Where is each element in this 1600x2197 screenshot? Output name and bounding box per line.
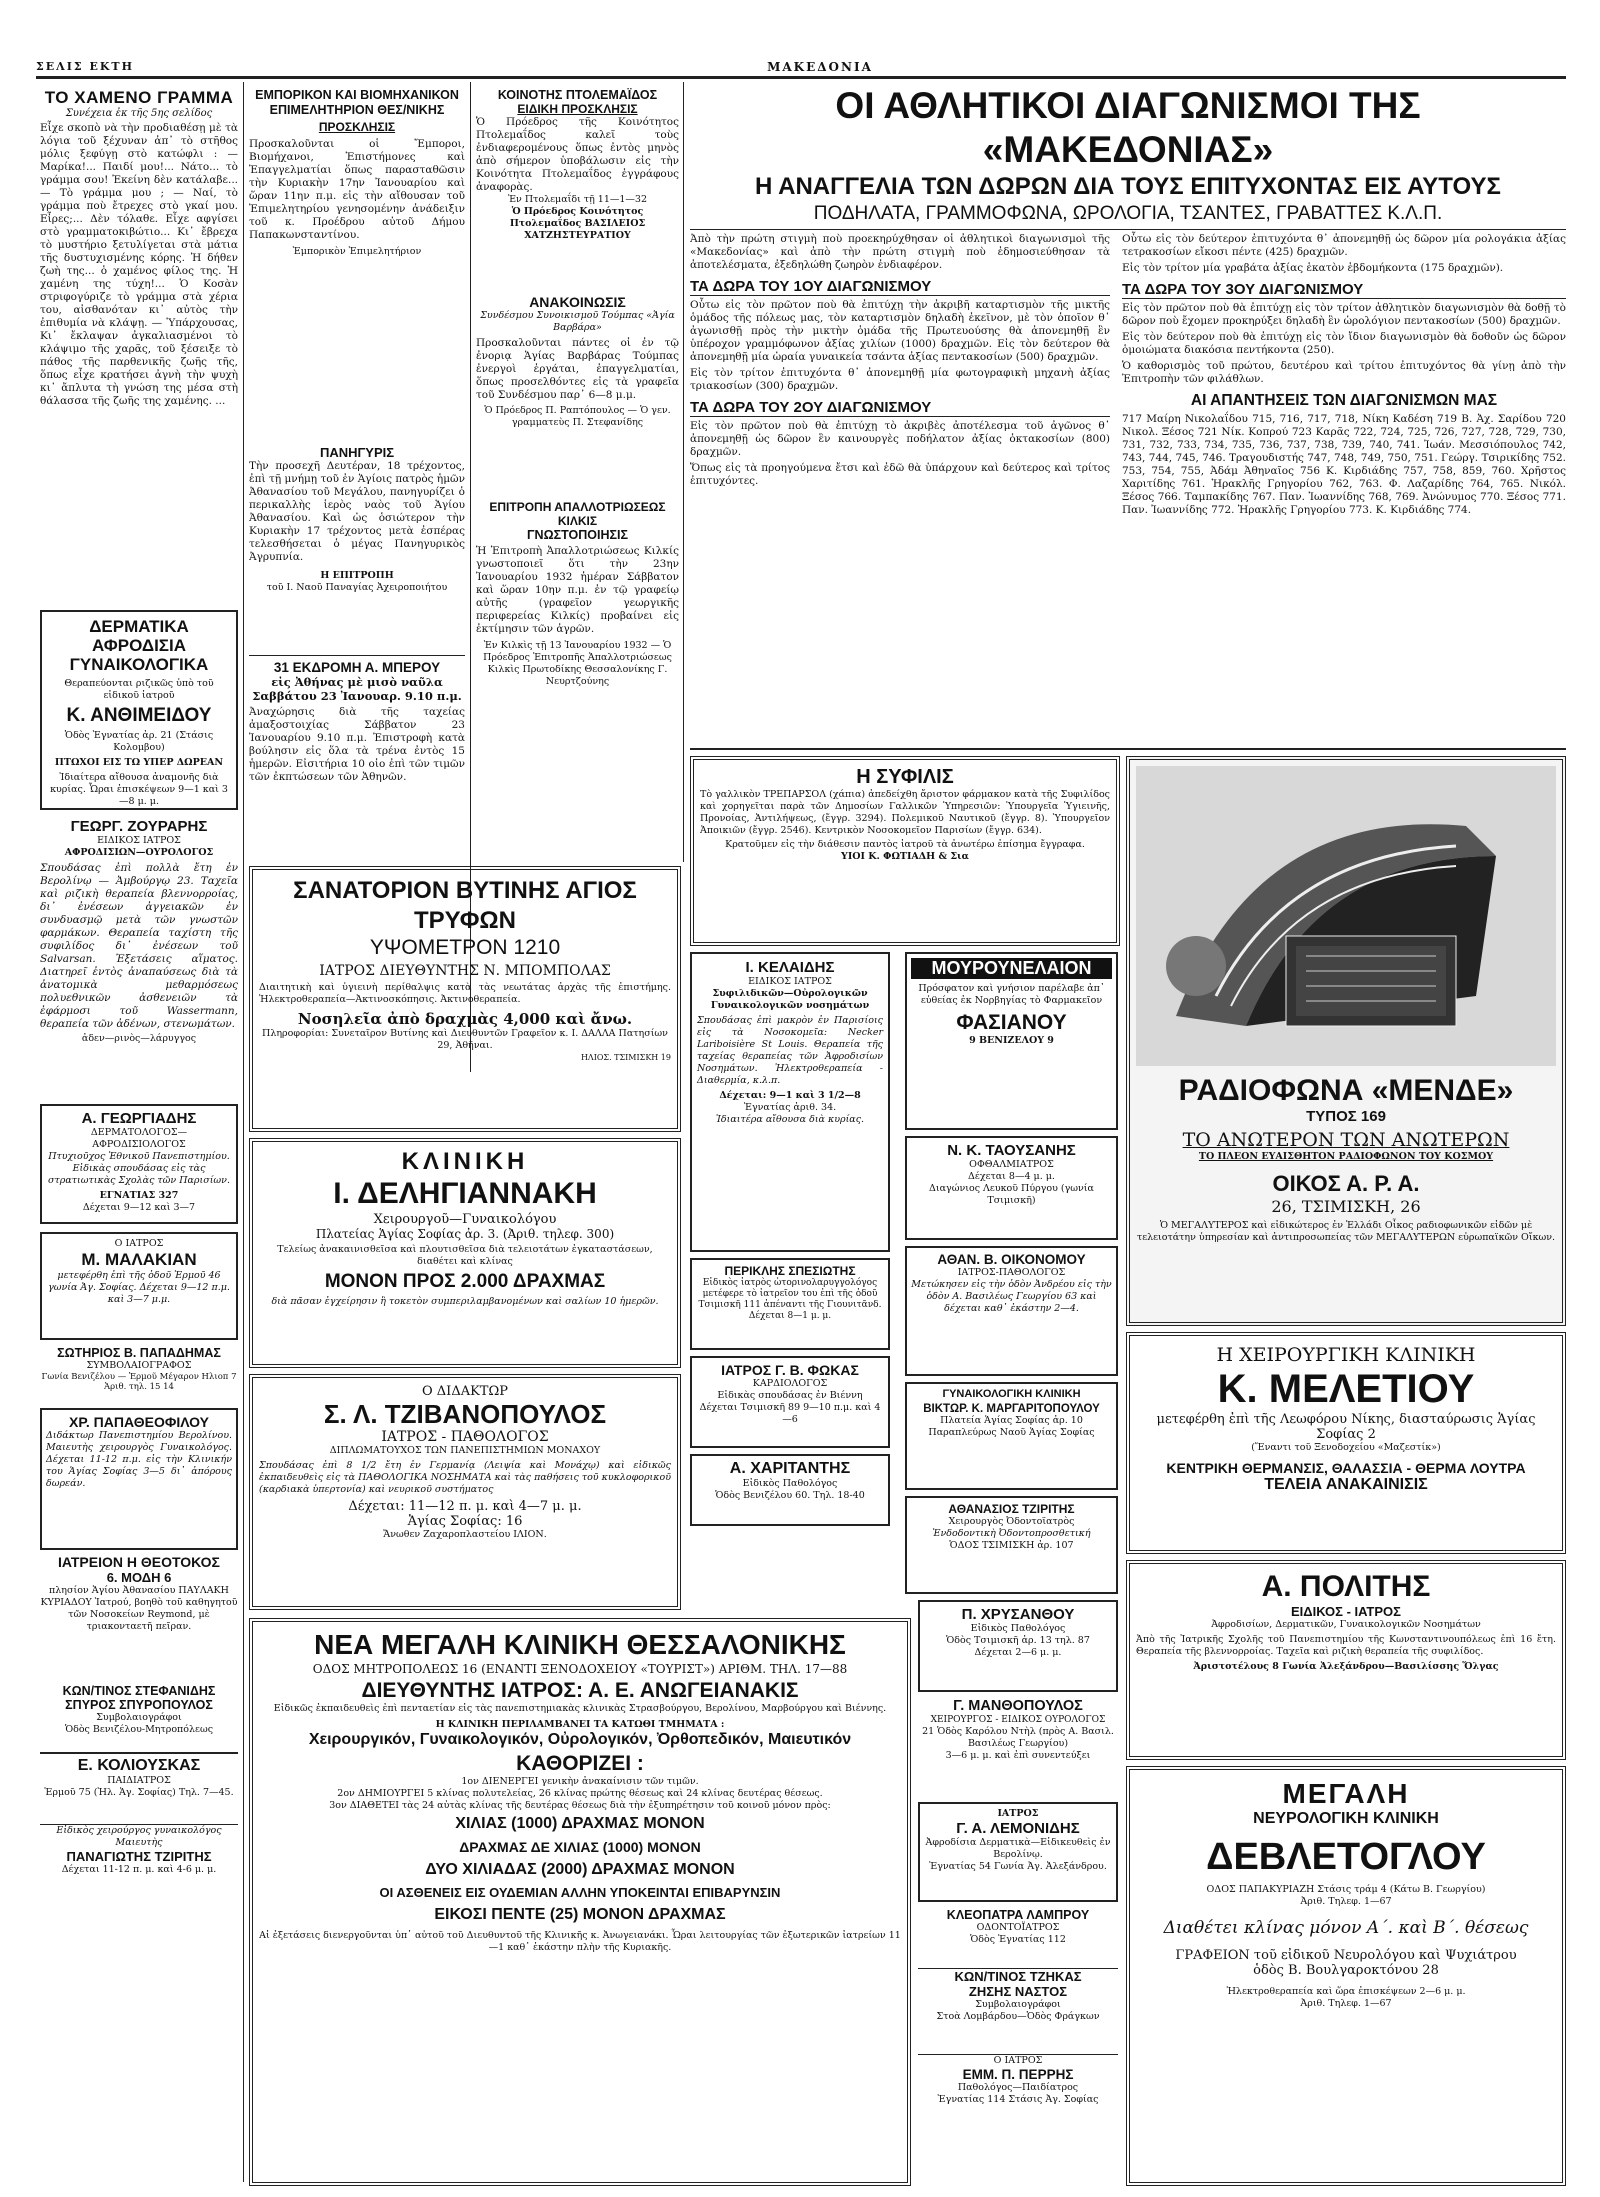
ad-address: Ὁδὸς Ἐγνατίας ἀρ. 21 (Στάσις Κολομβου) bbox=[64, 730, 214, 753]
ad-pharmacy-name: ΦΑΣΙΑΝΟΥ bbox=[956, 1011, 1067, 1034]
ad-subtitle: ΝΕΥΡΟΛΟΓΙΚΗ ΚΛΙΝΙΚΗ bbox=[1253, 1810, 1439, 1827]
ad-address: Ὁδὸς Βενιζέλου-Μητροπόλεως bbox=[64, 1724, 214, 1735]
section-heading: ΤΑ ΔΩΡΑ ΤΟΥ 1ΟΥ ΔΙΑΓΩΝΙΣΜΟΥ bbox=[690, 278, 1110, 296]
ad-devletoglou bbox=[1126, 1766, 1566, 2186]
notice-signature: τοῦ Ι. Ναοῦ Παναγίας Ἀχειροποιήτου bbox=[266, 582, 448, 593]
ad-oikonomou bbox=[905, 1246, 1118, 1376]
ad-address: Πλατείας Ἁγίας Σοφίας ἀρ. 3. (Ἀριθ. τηλεφ. 300) bbox=[315, 1227, 615, 1241]
ad-meletiou bbox=[1126, 1332, 1566, 1554]
ad-hours: Δέχεται: 9—1 καὶ 3 1/2—8 bbox=[719, 1090, 861, 1101]
ad-address: Ὁδὸς Βενιζέλου 60. Τηλ. 18-40 bbox=[715, 1490, 865, 1501]
ad-doctor-name: Α. ΓΕΩΡΓΙΑΔΗΣ bbox=[81, 1110, 197, 1127]
ad-title: ΣΑΝΑΤΟΡΙΟΝ ΒΥΤΙΝΗΣ ΑΓΙΟΣ ΤΡΥΦΩΝ bbox=[293, 877, 637, 934]
notice-body: Προσκαλοῦνται πάντες οἱ ἐν τῷ ἐνοριᾳ Ἁγίας Βαρβάρας Τούμπας ἐνεργοὶ ἐργάται, ἐπαγγελματίαι, ὅπως προσελθόντες εἰς τὰ γραφεῖα τοῦ Συνδέσμου παρ᾿ 6—8 μ.μ. bbox=[476, 337, 679, 401]
ad-name: ΖΗΣΗΣ ΝΑΣΤΟΣ bbox=[968, 1984, 1068, 1999]
ad-line: 2ον ΔΗΜΙΟΥΡΓΕΙ 5 κλίνας πολυτελείας, 26 κλίνας πρώτης θέσεως καὶ 24 κλίνας δευτέρας θέσεως. bbox=[337, 1788, 823, 1799]
ad-doctor-name: Μ. ΜΑΛΑΚΙΑΝ bbox=[81, 1250, 197, 1269]
feature-paragraph: Εἰς τὸν τρίτον μία γραβάτα ἀξίας ἑκατὸν ἑβδομήκοντα (175 δραχμῶν). bbox=[1122, 262, 1504, 274]
ad-doctor-name: ΑΘΑΝ. Β. ΟΙΚΟΝΟΜΟΥ bbox=[937, 1252, 1086, 1267]
ad-phone: Ἀριθ. Τηλεφ. 1—67 bbox=[1300, 1998, 1392, 2009]
notice-title: ΕΜΠΟΡΙΚΟΝ ΚΑΙ ΒΙΟΜΗΧΑΝΙΚΟΝ ΕΠΙΜΕΛΗΤΗΡΙΟΝ ΘΕΣ/ΝΙΚΗΣ bbox=[255, 88, 459, 117]
ad-doctor-name: Κ. ΑΝΘΙΜΕΙΔΟΥ bbox=[66, 705, 212, 726]
ad-address: Παραπλεύρως Ναοῦ Ἁγίας Σοφίας bbox=[928, 1427, 1095, 1438]
ad-subtitle: Θεραπεύονται ριζικῶς ὑπὸ τοῦ εἰδικοῦ ἰατροῦ bbox=[64, 678, 214, 701]
ad-tziritis bbox=[40, 1824, 238, 1894]
ad-lemonidis bbox=[918, 1802, 1118, 1902]
ad-body: μετεφέρθη ἐπὶ τῆς ὁδοῦ Ἐρμοῦ 46 γωνία Ἀγ. Σοφίας. Δέχεται 9—12 π.μ. καὶ 3—7 μ.μ. bbox=[48, 1270, 230, 1305]
ad-hours: Δέχεται Τσιμισκῆ 89 9—10 π.μ. καὶ 4—6 bbox=[699, 1402, 881, 1425]
ad-note: (Ἔναντι τοῦ Ξενοδοχείου «Μαζεστίκ») bbox=[1251, 1442, 1441, 1453]
ad-body: Πτυχιοῦχος Ἐθνικοῦ Πανεπιστημίου. Εἰδικὰς σπουδάσας εἰς τὰς στρατιωτικὰς Σχολὰς τῶν Παρισίων. bbox=[48, 1151, 230, 1186]
ad-doctor-name: ΠΕΡΙΚΛΗΣ ΣΠΕΣΙΩΤΗΣ bbox=[724, 1264, 856, 1278]
ad-title: ΜΟΥΡΟΥΝΕΛΑΙΟΝ bbox=[911, 958, 1112, 979]
ad-tags: ἀδεν—ρινὸς—λάρυγγος bbox=[81, 1033, 197, 1044]
column-rule bbox=[243, 82, 244, 2182]
ad-address: Ἀριστοτέλους 8 Γωνία Ἀλεξάνδρου—Βασιλίσσης Ὅλγας bbox=[1193, 1661, 1499, 1672]
ad-doctor-name: Α. ΧΑΡΙΤΑΝΤΗΣ bbox=[729, 1460, 851, 1477]
feature-right-col bbox=[1122, 233, 1566, 517]
ad-specialty: ΟΦΘΑΛΜΙΑΤΡΟΣ bbox=[969, 1159, 1054, 1170]
answers-list: 717 Μαίρη Νικολαΐδου 715, 716, 717, 718, Νίκη Καδέση 719 Β. Ἀχ. Σαρίδου 720 Νικολ. Ξέσος 721 Νίκ. Κοπρού 723 Καρᾶς 722, 724, 725, 726, 727, 728, 729, 730, 731, 732, 733, 734, 735, 736, 737, 738, 739, 740, 741. Ἰωάν. Μεσσιόπουλος 742, 743, 744, 745, 746. Τραγουδιστής 747, 748, 749, 750, 751. Γεώργ. Τσιρικίδης 752. 753, 754, 755, Ἀδάμ Ἀθηναῖος 756 Κ. Κιρδιάδης 757, 758, 859, 760. Χρῆστος Χαριτίδης 761. Ἡρακλῆς Γρηγορίου 762, 763. Φ. Λαζαρίδης 764, 765. Νικόλ. Ξέσος 766. Ταμπακίδης 767. Παν. Ἰωαννίδης 768, 769. Ἀνώνυμος 770. Ξέσος 771. Παν. Ἰωαννίδης 772. Ἡρακλῆς Γρηγορίου 773. Κ. Κιρδιάδης 774. bbox=[1122, 413, 1566, 516]
column-rule bbox=[683, 82, 684, 862]
ad-clinic-deligiannaki bbox=[249, 1138, 681, 1368]
ad-note: Κρατοῦμεν εἰς τὴν διάθεσιν παντὸς ἰατροῦ τὰ ἀνωτέρω ἐπίσημα ἔγγραφα. bbox=[725, 839, 1085, 850]
ad-address: Ἐγνατίας 54 Γωνία Ἀγ. Ἀλεξάνδρου. bbox=[929, 1861, 1107, 1872]
ad-altitude: ΥΨΟΜΕΤΡΟΝ 1210 bbox=[369, 936, 561, 959]
ad-address: ὁδὸς Β. Βουλγαροκτόνου 28 bbox=[1253, 1963, 1439, 1978]
notice-signature: Ὁ Πρόεδρος Π. Ραπτόπουλος — Ὁ γεν. γραμματεὺς Π. Στεφανίδης bbox=[484, 405, 671, 428]
ad-prefix: Ο ΙΑΤΡΟΣ bbox=[114, 1238, 164, 1249]
ad-office: ΓΡΑΦΕΙΟΝ τοῦ εἰδικοῦ Νευρολόγου καὶ Ψυχιάτρου bbox=[1175, 1948, 1517, 1963]
ad-prefix: Η ΧΕΙΡΟΥΡΓΙΚΗ ΚΛΙΝΙΚΗ bbox=[1216, 1344, 1476, 1366]
ad-theotokos bbox=[40, 1554, 238, 1680]
ad-politis bbox=[1126, 1560, 1566, 1760]
section-heading: ΑΙ ΑΠΑΝΤΗΣΕΙΣ ΤΩΝ ΔΙΑΓΩΝΙΣΜΩΝ ΜΑΣ bbox=[1190, 392, 1498, 409]
ad-charitantis bbox=[690, 1454, 890, 1526]
notice-signature: Ἐν Κιλκὶς τῇ 13 Ἰανουαρίου 1932 — Ὁ Πρόεδρος Ἐπιτροπῆς Ἀπαλλοτριώσεως Κιλκὶς Πρωτοδίκης Θεσσαλονίκης Γ. Νευρτζούνης bbox=[483, 640, 672, 687]
ad-price: ΔΡΑΧΜΑΣ ΔΕ ΧΙΛΙΑΣ (1000) ΜΟΝΟΝ bbox=[459, 1839, 701, 1855]
feature-paragraph: Εἰς τὸν δεύτερον ποὺ θὰ ἐπιτύχῃ εἰς τὸν ἴδιον διαγωνισμὸν θὰ δοθοῦν ὡς δῶρον ὁμοιώματα διακόσια πεντήκοντα (250). bbox=[1122, 331, 1566, 356]
ad-title: ΝΕΑ ΜΕΓΑΛΗ ΚΛΙΝΙΚΗ ΘΕΣΣΑΛΟΝΙΚΗΣ bbox=[314, 1629, 846, 1660]
ad-hours: Ἠλεκτροθεραπεία καὶ ὥρα ἐπισκέψεων 2—6 μ. μ. bbox=[1226, 1986, 1466, 1997]
ad-body: Ἀπὸ τῆς Ἰατρικῆς Σχολῆς τοῦ Πανεπιστημίου τῆς Κωνσταντινουπόλεως ἐπὶ 16 ἔτη. Θεραπεία τῆς βλεννορροίας. Ταχεῖα καὶ ριζικὴ θεραπεία τῆς συφιλίδος. bbox=[1136, 1634, 1556, 1657]
ad-lamprou bbox=[918, 1908, 1118, 1964]
ad-title: ΙΑΤΡΕΙΟΝ Η ΘΕΟΤΟΚΟΣ bbox=[58, 1554, 220, 1570]
ad-heading: ΚΑΘΟΡΙΖΕΙ : bbox=[516, 1752, 644, 1775]
ad-address: ΟΔΟΣ ΜΗΤΡΟΠΟΛΕΩΣ 16 (ΕΝΑΝΤΙ ΞΕΝΟΔΟΧΕΙΟΥ «ΤΟΥΡΙΣΤ») ΑΡΙΘΜ. ΤΗΛ. 17—88 bbox=[312, 1662, 848, 1676]
ad-body: Πρόσφατον καὶ γνήσιον παρέλαβε ἀπ᾿ εὐθείας ἐκ Νορβηγίας τὸ Φαρμακεῖον bbox=[918, 983, 1105, 1006]
ad-specialty: Παθολόγος—Παιδίατρος bbox=[957, 2082, 1079, 2093]
ad-doctor-name: ΓΕΩΡΓ. ΖΟΥΡΑΡΗΣ bbox=[70, 818, 208, 835]
ad-margaritopoulou bbox=[905, 1382, 1118, 1490]
ad-address: ὉΔΟΣ ΤΣΙΜΙΣΚΗ ἀρ. 107 bbox=[949, 1540, 1074, 1551]
ad-footer: Αἱ ἐξετάσεις διενεργοῦνται ὑπ᾿ αὐτοῦ τοῦ Διευθυντοῦ τῆς Κλινικῆς κ. Ἀνωγειανάκι. Ὧραι λειτουργίας τῶν ἐξωτερικῶν ἰατρείων 11—1 καθ᾿ ἑκάστην πλὴν τῆς Κυριακῆς. bbox=[259, 1930, 901, 1953]
notice-signature: Ἐμπορικὸν Ἐπιμελητήριον bbox=[292, 246, 422, 257]
ad-body: Ὁ ΜΕΓΑΛΥΤΕΡΟΣ καὶ εἰδικώτερος ἐν Ἑλλάδι Οἶκος ραδιοφωνικῶν εἰδῶν μὲ τελειοτάτην ὑπηρεσίαν καὶ ἀντιπροσωπείας τῶν ΜΕΓΑΛΥΤΕΡΩΝ εὐρωπαϊκῶν Οἴκων. bbox=[1136, 1220, 1556, 1243]
notice-title: ΑΝΑΚΟΙΝΩΣΙΣ bbox=[529, 294, 626, 310]
feature-paragraph: Οὗτω εἰς τὸν δεύτερον ἐπιτυχόντα θ᾿ ἀπονεμηθῇ ὡς δῶρον μία ρολογάκια ἀξίας τετρακοσίων εἴκοσι πέντε (425) δραχμῶν. bbox=[1122, 233, 1566, 258]
ad-name: ΣΠΥΡΟΣ ΣΠΥΡΟΠΟΥΛΟΣ bbox=[65, 1698, 213, 1712]
ad-specialty: ΕΙΔΙΚΟΣ - ΙΑΤΡΟΣ bbox=[1291, 1604, 1401, 1619]
ad-doctor-name: Α. ΠΟΛΙΤΗΣ bbox=[1261, 1570, 1431, 1603]
ad-address: Ὁδὸς Ἐγνατίας 112 bbox=[970, 1934, 1066, 1945]
ad-prefix: ΙΑΤΡΟΣ bbox=[997, 1808, 1039, 1819]
ad-tzikas bbox=[918, 1968, 1118, 2048]
ad-doctor-name: Ι. ΚΕΛΑΙΔΗΣ bbox=[745, 959, 835, 976]
ad-price: ΧΙΛΙΑΣ (1000) ΔΡΑΧΜΑΣ ΜΟΝΟΝ bbox=[455, 1815, 705, 1832]
ad-feature: ΤΕΛΕΙΑ ΑΝΑΚΑΙΝΙΣΙΣ bbox=[1264, 1476, 1428, 1493]
ad-zourarhs bbox=[40, 818, 238, 1098]
ad-body: Διδάκτωρ Πανεπιστημίου Βερολίνου. Μαιευτὴς χειρουργὸς Γυναικολόγος. Δέχεται 11-12 π.μ. εἰς τὴν Κλινικήν του Ἁγίας Σοφίας 3—5 δι᾿ ἀπόρους δωρεάν. bbox=[46, 1430, 232, 1489]
ad-specialty: ΙΑΤΡΟΣ - ΠΑΘΟΛΟΓΟΣ bbox=[381, 1429, 549, 1445]
notice-title: 31 ΕΚΔΡΟΜΗ Α. ΜΠΕΡΟΥ bbox=[273, 660, 441, 675]
notice-kilkis bbox=[476, 500, 679, 860]
notice-body: Τὴν προσεχῆ Δευτέραν, 18 τρέχοντος, ἐπὶ τῇ μνήμῃ τοῦ ἐν Ἁγίοις πατρὸς ἡμῶν Ἀθανασίου τοῦ Μεγάλου, πανηγυρίζει ὁ περικαλλὴς ἱερὸς ναὸς τοῦ Ἁγίου Ἀθανασίου. Καὶ ὡς ὁσιώτερον τὴν Κυριακὴν 17 τρέχοντος μετὰ ἐσπέρας τελεσθήσεται ὁ μέγας Πανηγυρικὸς Ἀγρυπνία. bbox=[249, 460, 465, 563]
notice-date: Ἐν Πτολεμαΐδι τῇ 11—1—32 bbox=[507, 194, 648, 205]
ad-address: 9 ΒΕΝΙΖΕΛΟΥ 9 bbox=[969, 1035, 1054, 1046]
notice-subtitle: ΓΝΩΣΤΟΠΟΙΗΣΙΣ bbox=[527, 528, 628, 542]
ad-hours: Δέχεται 2—6 μ. μ. bbox=[974, 1647, 1062, 1658]
ad-brand: ΡΑΔΙΟΦΩΝΑ «ΜΕΝΔΕ» bbox=[1178, 1074, 1514, 1107]
ad-fokas bbox=[690, 1356, 890, 1448]
ad-beds: Διαθέτει κλίνας μόνον Α΄. καὶ Β΄. θέσεως bbox=[1163, 1918, 1529, 1938]
ad-feature: ΚΕΝΤΡΙΚΗ ΘΕΡΜΑΝΣΙΣ, ΘΑΛΑΣΣΙΑ - ΘΕΡΜΑ ΛΟΥΤΡΑ bbox=[1166, 1460, 1526, 1476]
ad-address: Ἁγίας Σοφίας: 16 bbox=[407, 1514, 523, 1529]
ad-doctor-name: ΔΕΒΛΕΤΟΓΛΟΥ bbox=[1206, 1836, 1486, 1878]
ad-name: ΚΩΝ/ΤΙΝΟΣ ΣΤΕΦΑΝΙΔΗΣ bbox=[62, 1684, 216, 1698]
ad-specialty: Χειρουργὸς Ὀδοντοϊατρὸς bbox=[948, 1516, 1075, 1527]
ad-doctor-name: ΕΜΜ. Π. ΠΕΡΡΗΣ bbox=[962, 2067, 1074, 2082]
notice-ptolemaida bbox=[476, 88, 679, 288]
ad-specialty: Συφιλιδικῶν—Οὐρολογικῶν Γυναικολογικῶν νοσημάτων bbox=[710, 988, 870, 1011]
notice-title: ΕΠΙΤΡΟΠΗ ΑΠΑΛΛΟΤΡΙΩΣΕΩΣ ΚΙΛΚΙΣ bbox=[489, 500, 666, 528]
ad-body: μετεφέρθη ἐπὶ τῆς Λεωφόρου Νίκης, διασταύρωσις Ἁγίας Σοφίας 2 bbox=[1156, 1412, 1536, 1442]
ad-kelaidis bbox=[690, 952, 890, 1252]
ad-body: πλησίον Ἁγίου Ἀθανασίου ΠΑΥΛΑΚΗ ΚΥΡΙΑΔΟΥ Ἰατρού, βοηθὸ τοῦ καθηγητοῦ τῶν Νοσοκείων Reymond, μὲ τριακονταετῆ πεῖραν. bbox=[40, 1585, 238, 1632]
ad-body: Μετώκησεν εἰς τὴν ὁδὸν Ἀνδρέου εἰς τὴν ὁδὸν Α. Βασιλέως Γεωργίου 63 καὶ δέχεται καθ᾿ ἑκάστην 2—4. bbox=[911, 1279, 1112, 1314]
ad-dealer: ΟΙΚΟΣ Α. Ρ. Α. bbox=[1272, 1171, 1420, 1196]
ad-specialty: Χειρουργοῦ—Γυναικολόγου bbox=[373, 1212, 557, 1227]
feature-paragraph: Εἰς τὸν τρίτον ἐπιτυχόντα θ᾿ ἀπονεμηθῇ μία φωτογραφικὴ μηχανὴ ἀξίας τριακοσίων (300) δραχμῶν. bbox=[690, 367, 1110, 392]
notice-subtitle: ΕΙΔΙΚΗ ΠΡΟΣΚΛΗΣΙΣ bbox=[517, 102, 638, 116]
notice-feast bbox=[249, 445, 465, 645]
notice-body: Προσκαλοῦνται οἱ Ἔμποροι, Βιομήχανοι, Ἐπιστήμονες καὶ Ἐπαγγελματίαι ὅπως παρασταθῶσιν τὴν Κυριακὴν 17ην Ἰανουαρίου καὶ ὥραν 11ην π.μ. εἰς τὴν αἴθουσαν τοῦ Ἐπιμελητηρίου γενησομένην ἀνάδειξιν τοῦ κ. Προέδρου αὐτοῦ Δήμου Παπακωνσταντίνου. bbox=[249, 138, 465, 241]
story-subtitle: Συνέχεια ἐκ τῆς 5ης σελίδος bbox=[65, 108, 213, 119]
ad-body: Διαιτητικὴ καὶ ὑγιεινὴ περίθαλψις κατὰ τὰς νεωτάτας ἀρχὰς τῆς ἐπιστήμης. Ἠλεκτροθεραπεία—Ἀκτινοσκόπησις. Ἀκτινοθεραπεία. bbox=[259, 982, 671, 1005]
ad-manthopoulos bbox=[918, 1698, 1118, 1798]
ad-body: Εἰδικὸς ἰατρὸς ὠτορινολαρυγγολόγος μετέφερε τὸ ἰατρεῖον του ἐπὶ τῆς ὁδοῦ Τσιμισκῆ 111 ἀπέναντι τῆς Γιουνιτᾶνδ. Δέχεται 8—1 μ. μ. bbox=[698, 1278, 882, 1321]
notice-title: ΠΑΝΗΓΥΡΙΣ bbox=[319, 445, 395, 460]
radio-illustration bbox=[1136, 766, 1556, 1066]
feature-paragraph: Οὗτω εἰς τὸν πρῶτον ποὺ θὰ ἐπιτύχῃ τὴν ἀκριβῆ καταρτισμὸν τῆς μικτῆς ὁμάδος τῆς πόλεως μας, τὸν καταρτισμὸν δηλαδὴ ἐκεῖνον, μὲ τὸν ὁποῖον θ᾿ ἀγωνισθῇ πρὸς τὴν μικτὴν ὁμάδα τῆς Πρωτευούσης θὰ ἀπονεμηθῇ ἓν ὑπέροχον γραμμόφωνον ἀξίας χιλίων (1000) δραχμῶν. Εἰς τὸν δεύτερον θὰ ἀπονεμηθῇ μία ὡραία γυναικεία τσάντα ἀξίας πεντακοσίων (500) δραχμῶν. bbox=[690, 299, 1110, 363]
ad-body: Τὸ γαλλικὸν ΤΡΕΠΑΡΣΟΛ (χάπια) ἀπεδείχθη ἄριστον φάρμακον κατὰ τῆς Συφιλίδος καὶ χορηγεῖται παρὰ τῶν Δημοσίων Γαλλικῶν Ὑπηρεσιῶν: Ὑπουργεῖα Ὑγιεινῆς, Προνοίας, Ἀντιλήψεως, (ἔγγρ. 3294). Πολεμικοῦ Ναυτικοῦ (ἔγγρ. 8). Ὑπουργεῖον Ἀποικιῶν (ἔγγρ. 2546). Κεντρικὸν Νοσοκομεῖον Παρισίων (ἔγγρ. 634). bbox=[700, 789, 1110, 836]
ad-syphilis-treparsol bbox=[690, 756, 1120, 946]
ad-papadimas bbox=[40, 1346, 238, 1404]
ad-price: ΔΥΟ ΧΙΛΙΑΔΑΣ (2000) ΔΡΑΧΜΑΣ ΜΟΝΟΝ bbox=[425, 1861, 735, 1878]
ad-specialty: Εἰδικὸς Παθολόγος bbox=[970, 1623, 1066, 1634]
ad-specialty: ΧΕΙΡΟΥΡΓΟΣ - ΕΙΔΙΚΟΣ ΟΥΡΟΛΟΓΟΣ bbox=[930, 1715, 1106, 1725]
ad-mourounelaion bbox=[905, 952, 1118, 1130]
ad-body: Εἰδικῶς ἐκπαιδευθεὶς ἐπὶ πενταετίαν εἰς τὰς πανεπιστημιακὰς κλινικὰς Στρασβούργου, Βερολίνου, Μαρβούργου καὶ Βιέννης. bbox=[273, 1703, 887, 1714]
notice-chamber bbox=[249, 88, 465, 438]
ad-prefix: ΚΛΙΝΙΚΗ bbox=[401, 1148, 529, 1175]
ad-address: ΟΔΟΣ ΠΑΠΑΚΥΡΙΑΖΗ Στάσις τράμ 4 (Κάτω Β. Γεωργίου) bbox=[1206, 1884, 1486, 1895]
feature-paragraph: Ὅπως εἰς τὰ προηγούμενα ἔτσι καὶ ἐδῶ θὰ ὑπάρχουν καὶ δεύτερος καὶ τρίτος ἐπιτυχόντες. bbox=[690, 462, 1110, 487]
ad-name: ΚΩΝ/ΤΙΝΟΣ ΤΖΗΚΑΣ bbox=[954, 1969, 1082, 1984]
feature-subheadline: Η ΑΝΑΓΓΕΛΙΑ ΤΩΝ ΔΩΡΩΝ ΔΙΑ ΤΟΥΣ ΕΠΙΤΥΧΟΝΤΑΣ ΕΙΣ ΑΥΤΟΥΣ bbox=[755, 173, 1501, 200]
ad-address: Διαγώνιος Λευκοῦ Πύργου (γωνία Τσιμισκῆ) bbox=[929, 1183, 1094, 1206]
ad-doctor-name: Ι. ΔΕΛΗΓΙΑΝΝΑΚΗ bbox=[333, 1177, 597, 1210]
ad-tziritis-dentist bbox=[905, 1496, 1118, 1594]
notice-title: ΚΟΙΝΟΤΗΣ ΠΤΟΛΕΜΑΪΔΟΣ bbox=[497, 88, 658, 102]
ad-footer: ΗΛΙΟΣ. ΤΣΙΜΙΣΚΗ 19 bbox=[580, 1053, 671, 1062]
ad-model: ΤΥΠΟΣ 169 bbox=[1306, 1108, 1386, 1125]
feature-intro: Ἀπὸ τὴν πρώτη στιγμὴ ποὺ προεκηρύχθησαν οἱ ἀθλητικοὶ διαγωνισμοὶ τῆς «Μακεδονίας» καὶ ἀπὸ τὴν πρώτη στιγμὴ ποὺ ἐδημοσιεύθησαν τὰ ἀποτελέσματα, ἐξεδηλώθη ζωηρὸν ἐνδιαφέρον. bbox=[690, 233, 1110, 271]
ad-prefix: Ο ΙΑΤΡΟΣ bbox=[993, 2055, 1043, 2066]
ad-doctor-name: ΠΑΝΑΓΙΩΤΗΣ ΤΖΙΡΙΤΗΣ bbox=[66, 1849, 212, 1864]
ad-body: Εἰδικὰς σπουδάσας ἐν Βιέννη bbox=[717, 1390, 863, 1401]
feature-athletic-contests bbox=[690, 84, 1566, 744]
ad-specialty: ΑΦΡΟΔΙΣΙΩΝ—ΟΥΡΟΛΟΓΟΣ bbox=[64, 847, 214, 858]
ad-doctor-name: Κ. ΜΕΛΕΤΙΟΥ bbox=[1217, 1367, 1475, 1411]
ad-body: Σπουδάσας ἐπὶ μακρὸν ἐν Παρισίοις εἰς τὰ Νοσοκομεῖα: Necker Lariboisière St Louis. Θεραπεία τῆς ταχείας θεραπείας τῶν Ἀφροδισίων Νοσημάτων. Ἠλεκτροθεραπεία - Διαθερμία, κ.λ.π. bbox=[697, 1015, 883, 1086]
ad-address: Γωνία Βενιζέλου — Ἑρμοῦ Μέγαρον Ηλιοπ 7 Ἀριθ. τηλ. 15 14 bbox=[41, 1372, 237, 1392]
feature-paragraph: Εἰς τὸν πρῶτον ποὺ θὰ ἐπιτύχῃ εἰς τὸν τρίτον ἀθλητικὸν διαγωνισμὸν θὰ δοθῇ τὸ δῶρον ποὺ ἔχομεν προκηρύξει δηλαδὴ ἓν ὡρολόγιον πεντακοσίων (500) δραχμῶν. bbox=[1122, 302, 1566, 327]
ad-spesiotis bbox=[690, 1258, 890, 1350]
ad-specialty: Εἰδικὸς Παθολόγος bbox=[742, 1478, 838, 1489]
notice-toumba bbox=[476, 294, 679, 494]
ad-papatheofilou bbox=[40, 1408, 238, 1550]
ad-doctor-name: Σ. Λ. ΤΖΙΒΑΝΟΠΟΥΛΟΣ bbox=[323, 1399, 607, 1429]
ad-specialty: ΟΔΟΝΤΟΪΑΤΡΟΣ bbox=[976, 1922, 1060, 1933]
ad-address: Ὁδὸς Τσιμισκῆ ἀρ. 13 τηλ. 87 bbox=[946, 1635, 1090, 1646]
ad-signature: ΥΙΟΙ Κ. ΦΩΤΙΑΔΗ & Σια bbox=[841, 851, 969, 862]
ad-price: Νοσηλεῖα ἀπὸ δραχμὰς 4,000 καὶ ἄνω. bbox=[297, 1010, 633, 1028]
ad-taousanis bbox=[905, 1136, 1118, 1240]
ad-address: 21 Ὁδὸς Καρόλου Ντὴλ (πρὸς Α. Βασιλ. Βασιλέως Γεωργίου) bbox=[922, 1726, 1114, 1749]
ad-note: διὰ πᾶσαν ἐγχείρησιν ἢ τοκετὸν συμπεριλαμβανομένων καὶ σαλίων 10 ἡμερῶν. bbox=[271, 1296, 659, 1307]
ad-doctor-name: ΑΘΑΝΑΣΙΟΣ ΤΖΙΡΙΤΗΣ bbox=[948, 1502, 1075, 1516]
ad-specialty: ΕΙΔΙΚΟΣ ΙΑΤΡΟΣ bbox=[748, 976, 832, 987]
ad-body: Σπουδάσας ἐπὶ 8 1/2 ἔτη ἐν Γερμανίᾳ (Λειψία καὶ Μονάχῳ) καὶ εἰδικῶς ἐκπαιδευθεὶς εἰς τὰ ΠΑΘΟΛΟΓΙΚΑ ΝΟΣΗΜΑΤΑ καὶ τὰς παθήσεις τοῦ κυκλοφορικοῦ (καρδιακὰ ὑπερτονία) καὶ νευρικοῦ συστήματος bbox=[259, 1460, 671, 1495]
ad-address: Ἑρμοῦ 75 (Ἠλ. Ἁγ. Σοφίας) Τηλ. 7—45. bbox=[44, 1787, 234, 1798]
ad-title: Η ΣΥΦΙΛΙΣ bbox=[856, 766, 954, 788]
notice-signature: Ὁ Πρόεδρος Κοινότητος Πτολεμαΐδος ΒΑΣΙΛΕΙΟΣ ΧΑΤΖΗΣΤΕΥΡΑΤΙΟΥ bbox=[509, 206, 646, 241]
ad-specialty: ΙΑΤΡΟΣ-ΠΑΘΟΛΟΓΟΣ bbox=[957, 1267, 1066, 1278]
ad-tzivanopoulos bbox=[249, 1374, 681, 1610]
newspaper-masthead: ΜΑΚΕΔΟΝΙΑ bbox=[767, 60, 873, 74]
ad-hours: 3—6 μ. μ. καὶ ἐπὶ συνεντεύξει bbox=[945, 1750, 1091, 1761]
feature-deck: ΠΟΔΗΛΑΤΑ, ΓΡΑΜΜΟΦΩΝΑ, ΩΡΟΛΟΓΙΑ, ΤΣΑΝΤΕΣ, ΓΡΑΒΑΤΤΕΣ Κ.Λ.Π. bbox=[813, 203, 1443, 224]
ad-note: Ἰδιαιτέρα αἴθουσα διὰ κυρίας. bbox=[715, 1114, 865, 1125]
ad-hours: Δέχεται: 11—12 π. μ. καὶ 4—7 μ. μ. bbox=[348, 1499, 582, 1514]
story-title: ΤΟ ΧΑΜΕΝΟ ΓΡΑΜΜΑ bbox=[44, 88, 234, 107]
notice-subtitle: Συνδέσμου Συνοικισμοῦ Τούμπας «Ἁγία Βαρβάρα» bbox=[480, 310, 675, 333]
feature-paragraph: Ὁ καθορισμὸς τοῦ πρώτου, δευτέρου καὶ τρίτου ἐπιτυχόντος θὰ γίνῃ ἀπὸ τὴν Ἐπιτροπὴν τῶν φιλάθλων. bbox=[1122, 360, 1566, 385]
ad-radio-mende bbox=[1126, 756, 1566, 1326]
masthead-rule bbox=[36, 76, 1566, 79]
ad-koliouskas bbox=[40, 1752, 238, 1818]
ad-prefix: Εἰδικὸς χειρούργος γυναικολόγος Μαιευτὴς bbox=[56, 1825, 222, 1848]
ad-specialty: ΔΕΡΜΑΤΟΛΟΓΟΣ—ΑΦΡΟΔΙΣΙΟΛΟΓΟΣ bbox=[90, 1127, 188, 1150]
ad-doctor-name: Γ. ΜΑΝΘΟΠΟΥΛΟΣ bbox=[953, 1698, 1083, 1714]
ad-departments: Χειρουργικόν, Γυναικολογικόν, Οὐρολογικόν, Ὀρθοπεδικόν, Μαιευτικόν bbox=[308, 1731, 852, 1748]
ad-dermatika bbox=[40, 610, 238, 810]
ad-phone: Ἀριθ. Τηλεφ. 1—67 bbox=[1300, 1896, 1392, 1907]
notice-body: Ἀναχώρησις διὰ τῆς ταχείας ἀμαξοστοιχίας Σάββατον 23 Ἰανουαρίου 9.10 π.μ. Ἐπιστροφὴ κατὰ βούλησιν εἰς ὅλα τὰ τρένα ἐντὸς 15 ἡμερῶν. Εἰσιτήρια 10 οἰο ἐπὶ τῶν τιμῶν τῶν ἐκπτώσεων τῶν Ἀθηνῶν. bbox=[249, 706, 465, 783]
ad-specialty: Ἀφροδισίων, Δερματικῶν, Γυναικολογικῶν Νοσημάτων bbox=[1211, 1619, 1481, 1630]
ad-nea-megali-kliniki bbox=[249, 1618, 911, 2186]
ad-doctor-name: Γ. Α. ΛΕΜΟΝΙΔΗΣ bbox=[956, 1820, 1080, 1837]
ad-body: Τελείως ἀνακαινισθεῖσα καὶ πλουτισθεῖσα διὰ τελειοτάτων ἐγκαταστάσεων, διαθέτει καὶ κλίνας bbox=[277, 1244, 653, 1267]
ad-depts-heading: Η ΚΛΙΝΙΚΗ ΠΕΡΙΛΑΜΒΑΝΕΙ ΤΑ ΚΑΤΩΘΙ ΤΜΗΜΑΤΑ : bbox=[435, 1719, 725, 1730]
story-body: Εἶχε σκοπὸ νὰ τὴν προδιαθέσῃ μὲ τὰ λόγια τοῦ ξέχυναν ἀπ᾿ τὸ στῆθος μόλις ξεφύγῃ στὸ κατώφλι : — Μαρίκα!... Παιδί μου!... Νάτο... τὸ γράμμα σου! Ἐκείνη δὲν κατάλαβε... — Τὸ γράμμα μου ; — Ναί, τὸ γράμμα ποὺ ἔτρεχες στὸ γκαί μου. Εἶρες;... Δὲν τόλαθε. Εἶχε αφγίσει στὸ γραμματοκιβώτιο... Κι᾿ ἔβρεχα τὸ μυστήριο ξετυλίγεται στὰ μάτια τῆς δυστυχισμένης κόρης. Ἡ δήθεν ζωὴ της... ὁ χαμένος φίλος της. Ἡ χαμένη της τύχη!... Ὁ Κοσὰν στριφογύριζε τὸ γράμμα στὰ χέρια του, αἰσθανόταν κι᾿ αὐτὸς τὴν ἐπιθυμία νὰ κλάψῃ. — Ὑπάρχουσας, Κι᾿ ἔκλαψαν ἀγκαλιασμένοι τὸ κλάψιμο τῆς χαρᾶς, τοῦ ξέσειξε τὸ πάθος τῆς παρθενικῆς ζωῆς τῆς, ὅπως εἶχε κρατήσει ἀγνὴ τὴν ψυχὴ κι᾿ ἄπλυτα τὴ γνώση της μέσα στὴ θάλασσα τῆς ζωῆς της χαμένης. ... bbox=[40, 122, 238, 407]
ad-georgiadis bbox=[40, 1104, 238, 1224]
ad-title: ΔΕΡΜΑΤΙΚΑ ΑΦΡΟΔΙΣΙΑ ΓΥΝΑΙΚΟΛΟΓΙΚΑ bbox=[69, 617, 209, 674]
ad-doctor-name: ΚΛΕΟΠΑΤΡΑ ΛΑΜΠΡΟΥ bbox=[946, 1908, 1090, 1922]
ad-hours: Δέχεται 11-12 π. μ. καὶ 4-6 μ. μ. bbox=[61, 1864, 217, 1875]
ad-specialty: ΠΑΙΔΙΑΤΡΟΣ bbox=[107, 1775, 171, 1786]
ad-specialty: Ἀφροδίσια Δερματικὰ—Εἰδικευθεὶς ἐν Βερολίνῳ. bbox=[925, 1837, 1111, 1860]
ad-slogan: ΤΟ ΠΛΕΟΝ ΕΥΑΙΣΘΗΤΟΝ ΡΑΔΙΟΦΩΝΟΝ ΤΟΥ ΚΟΣΜΟΥ bbox=[1198, 1151, 1494, 1162]
ad-doctor: ΙΑΤΡΟΣ ΔΙΕΥΘΥΝΤΗΣ Ν. ΜΠΟΜΠΟΛΑΣ bbox=[319, 963, 611, 979]
ad-specialty: ΔΙΠΛΩΜΑΤΟΥΧΟΣ ΤΩΝ ΠΑΝΕΠΙΣΤΗΜΙΩΝ ΜΟΝΑΧΟΥ bbox=[329, 1445, 601, 1456]
ad-specialty: Συμβολαιογράφοι bbox=[96, 1712, 182, 1723]
feature-rule bbox=[690, 748, 1566, 750]
ad-address: Ἐγνατίας ἀριθ. 34. bbox=[743, 1102, 837, 1113]
ad-address: 6. ΜΟΔΗ 6 bbox=[106, 1570, 172, 1585]
ad-doctor-name: Ν. Κ. ΤΑΟΥΣΑΝΗΣ bbox=[947, 1142, 1076, 1159]
story-lost-letter bbox=[40, 88, 238, 608]
ad-note: ΟΙ ΑΣΘΕΝΕΙΣ ΕΙΣ ΟΥΔΕΜΙΑΝ ΑΛΛΗΝ ΥΠΟΚΕΙΝΤΑΙ ΕΠΙΒΑΡΥΝΣΙΝ bbox=[379, 1885, 781, 1900]
notice-body: Ἡ Ἐπιτροπὴ Ἀπαλλοτριώσεως Κιλκίς γνωστοποιεῖ ὅτι τὴν 23ην Ἰανουαρίου 1932 ἡμέραν Σάββατον καὶ ὥραν 10ην π.μ. ἐν τῷ γραφείῳ αὐτῆς (γραφεῖον γεωργικῆς περιφερείας Κιλκίς) προβαίνει εἰς ἐκτίμησιν τῶν ἀγρῶν. bbox=[476, 545, 679, 635]
ad-perris bbox=[918, 2054, 1118, 2184]
ad-doctor-name: ΙΑΤΡΟΣ Γ. Β. ΦΩΚΑΣ bbox=[721, 1362, 859, 1378]
feature-left-col bbox=[690, 233, 1110, 517]
ad-address: Στοὰ Λομβάρδου—Ὁδὸς Φράγκων bbox=[936, 2011, 1100, 2022]
ad-malakian bbox=[40, 1232, 238, 1340]
ad-stefanidis bbox=[40, 1684, 238, 1748]
section-heading: ΤΑ ΔΩΡΑ ΤΟΥ 3ΟΥ ΔΙΑΓΩΝΙΣΜΟΥ bbox=[1122, 281, 1566, 299]
ad-address: Ἐγνατίας 114 Στάσις Ἀγ. Σοφίας bbox=[937, 2094, 1099, 2105]
ad-address: 26, ΤΣΙΜΙΣΚΗ, 26 bbox=[1271, 1197, 1421, 1216]
ad-specialty: ΚΑΡΔΙΟΛΟΓΟΣ bbox=[752, 1378, 828, 1389]
ad-doctor-name: ΒΙΚΤΩΡ. Κ. ΜΑΡΓΑΡΙΤΟΠΟΥΛΟΥ bbox=[923, 1403, 1100, 1415]
ad-price: ΕΙΚΟΣΙ ΠΕΝΤΕ (25) ΜΟΝΟΝ ΔΡΑΧΜΑΣ bbox=[434, 1906, 726, 1923]
ad-doctor-name: Ε. ΚΟΛΙΟΥΣΚΑΣ bbox=[77, 1757, 201, 1774]
notice-subtitle: εἰς Ἀθήνας μὲ μισὸ ναῦλα Σαββάτου 23 Ἰανουαρ. 9.10 π.μ. bbox=[252, 675, 462, 703]
ad-doctor-name: ΧΡ. ΠΑΠΑΘΕΟΦΙΛΟΥ bbox=[68, 1414, 210, 1430]
ad-address: Ἄνωθεν Ζαχαροπλαστείου ΙΛΙΟΝ. bbox=[383, 1529, 547, 1540]
page-number-label: ΣΕΛΙΣ ΕΚΤΗ bbox=[36, 60, 134, 73]
ad-name: ΣΩΤΗΡΙΟΣ Β. ΠΑΠΑΔΗΜΑΣ bbox=[57, 1346, 221, 1360]
ad-prefix: Ο ΔΙΔΑΚΤΩΡ bbox=[422, 1384, 508, 1399]
ad-price: ΜΟΝΟΝ ΠΡΟΣ 2.000 ΔΡΑΧΜΑΣ bbox=[324, 1271, 606, 1292]
notice-excursion bbox=[249, 655, 465, 855]
ad-line: 1ον ΔΙΕΝΕΡΓΕΙ γενικὴν ἀνακαίνισιν τῶν τιμῶν. bbox=[461, 1776, 699, 1787]
ad-free-note: ΠΤΩΧΟΙ ΕΙΣ ΤΩ ΥΠΕΡ ΔΩΡΕΑΝ bbox=[54, 757, 224, 768]
ad-title: ΓΥΝΑΙΚΟΛΟΓΙΚΗ ΚΛΙΝΙΚΗ bbox=[942, 1388, 1081, 1400]
section-heading: ΤΑ ΔΩΡΑ ΤΟΥ 2ΟΥ ΔΙΑΓΩΝΙΣΜΟΥ bbox=[690, 399, 1110, 417]
ad-hours: Ἰδιαίτερα αἴθουσα ἀναμονῆς διὰ κυρίας. Ὧραι ἐπισκέψεων 9—1 καὶ 3—8 μ. μ. bbox=[50, 772, 228, 807]
feature-headline: ΟΙ ΑΘΛΗΤΙΚΟΙ ΔΙΑΓΩΝΙΣΜΟΙ ΤΗΣ «ΜΑΚΕΔΟΝΙΑΣ» bbox=[835, 85, 1421, 170]
ad-info: Πληροφορίαι: Συνεταῖρον Βυτίνης καὶ Διευθυντῶν Γραφεῖον κ. Ι. ΔΑΛΛΑ Πατησίων 29, Ἀθῆναι. bbox=[262, 1028, 668, 1051]
ad-specialty: ΣΥΜΒΟΛΑΙΟΓΡΑΦΟΣ bbox=[86, 1360, 192, 1371]
ad-sanatorium-vytinis bbox=[249, 866, 681, 1132]
notice-body: Ὁ Πρόεδρος τῆς Κοινότητος Πτολεμαΐδος καλεῖ τοὺς ἐνδιαφερομένους ὅπως ἐντὸς μηνὸς ἀπὸ σήμερον ὑποβάλωσιν εἰς τὴν Κοινότητα Πτολεμαΐδος ἐγγράφους ἀναφορὰς. bbox=[476, 116, 679, 193]
notice-signature: Η ΕΠΙΤΡΟΠΗ bbox=[320, 570, 394, 581]
ad-hours: Δέχεται 8—4 μ. μ. bbox=[968, 1171, 1055, 1182]
ad-specialty: Συμβολαιογράφοι bbox=[975, 1999, 1061, 2010]
notice-subtitle: ΠΡΟΣΚΛΗΣΙΣ bbox=[318, 120, 396, 134]
ad-line: 3ον ΔΙΑΘΕΤΕΙ τὰς 24 αὐτὰς κλίνας τῆς δευτέρας θέσεως διὰ τὴν ἐξυπηρέτησιν τοῦ κοινοῦ μόνον πρὸς: bbox=[329, 1800, 831, 1811]
ad-address: ΕΓΝΑΤΙΑΣ 327 bbox=[99, 1190, 179, 1201]
ad-specialty: ΕΙΔΙΚΟΣ ΙΑΤΡΟΣ bbox=[97, 835, 181, 846]
ad-director: ΔΙΕΥΘΥΝΤΗΣ ΙΑΤΡΟΣ: Α. Ε. ΑΝΩΓΕΙΑΝΑΚΙΣ bbox=[361, 1679, 799, 1702]
ad-prefix: ΜΕΓΑΛΗ bbox=[1282, 1778, 1410, 1809]
ad-slogan: ΤΟ ΑΝΩΤΕΡΟΝ ΤΩΝ ΑΝΩΤΕΡΩΝ bbox=[1182, 1129, 1510, 1151]
ad-hours: Δέχεται 9—12 καὶ 3—7 bbox=[82, 1202, 196, 1213]
ad-body: Ἐνδοδοντικὴ Ὀδοντοπροσθετική bbox=[932, 1528, 1091, 1539]
ad-address: Πλατεία Ἁγίας Σοφίας ἀρ. 10 bbox=[940, 1415, 1083, 1426]
ad-doctor-name: Π. ΧΡΥΣΑΝΘΟΥ bbox=[961, 1606, 1075, 1623]
ad-body: Σπουδάσας ἐπὶ πολλὰ ἔτη ἐν Βερολίνῳ — Ἀμβούργῳ 23. Ταχεῖα καὶ ριζικὴ θεραπεία βλεννορροίας, δι᾿ ἐνέσεων ἀγγειακῶν ἐν συνδυασμῷ μετὰ τῶν γνωστῶν φαρμάκων. Θεραπεία ταχίστη τῆς συφιλίδος δι᾿ ἐνέσεων τοῦ Salvarsan. Ἐξετάσεις αἵματος. Διατηρεῖ ἐντὸς ἀναπαύσεως διὰ τὰ ἀνατομικὰ μεθαρμόσεως πολυεθνικῶν ἀσθενειῶν τὰ ἐφάρμοσι τοῦ Wassermann, θεραπεία τῶν ἀδένων, στενωμάτων. bbox=[40, 862, 238, 1030]
feature-paragraph: Εἰς τὸν πρῶτον ποὺ θὰ ἐπιτύχῃ τὸ ἀκριβὲς ἀποτέλεσμα τοῦ ἀγῶνος θ᾿ ἀπονεμηθῇ ὡς δῶρον ἓν καινουργὲς ποδήλατον ἀξίας ὀκτακοσίων (800) δραχμῶν. bbox=[690, 420, 1110, 458]
ad-chrysanthou bbox=[918, 1600, 1118, 1692]
